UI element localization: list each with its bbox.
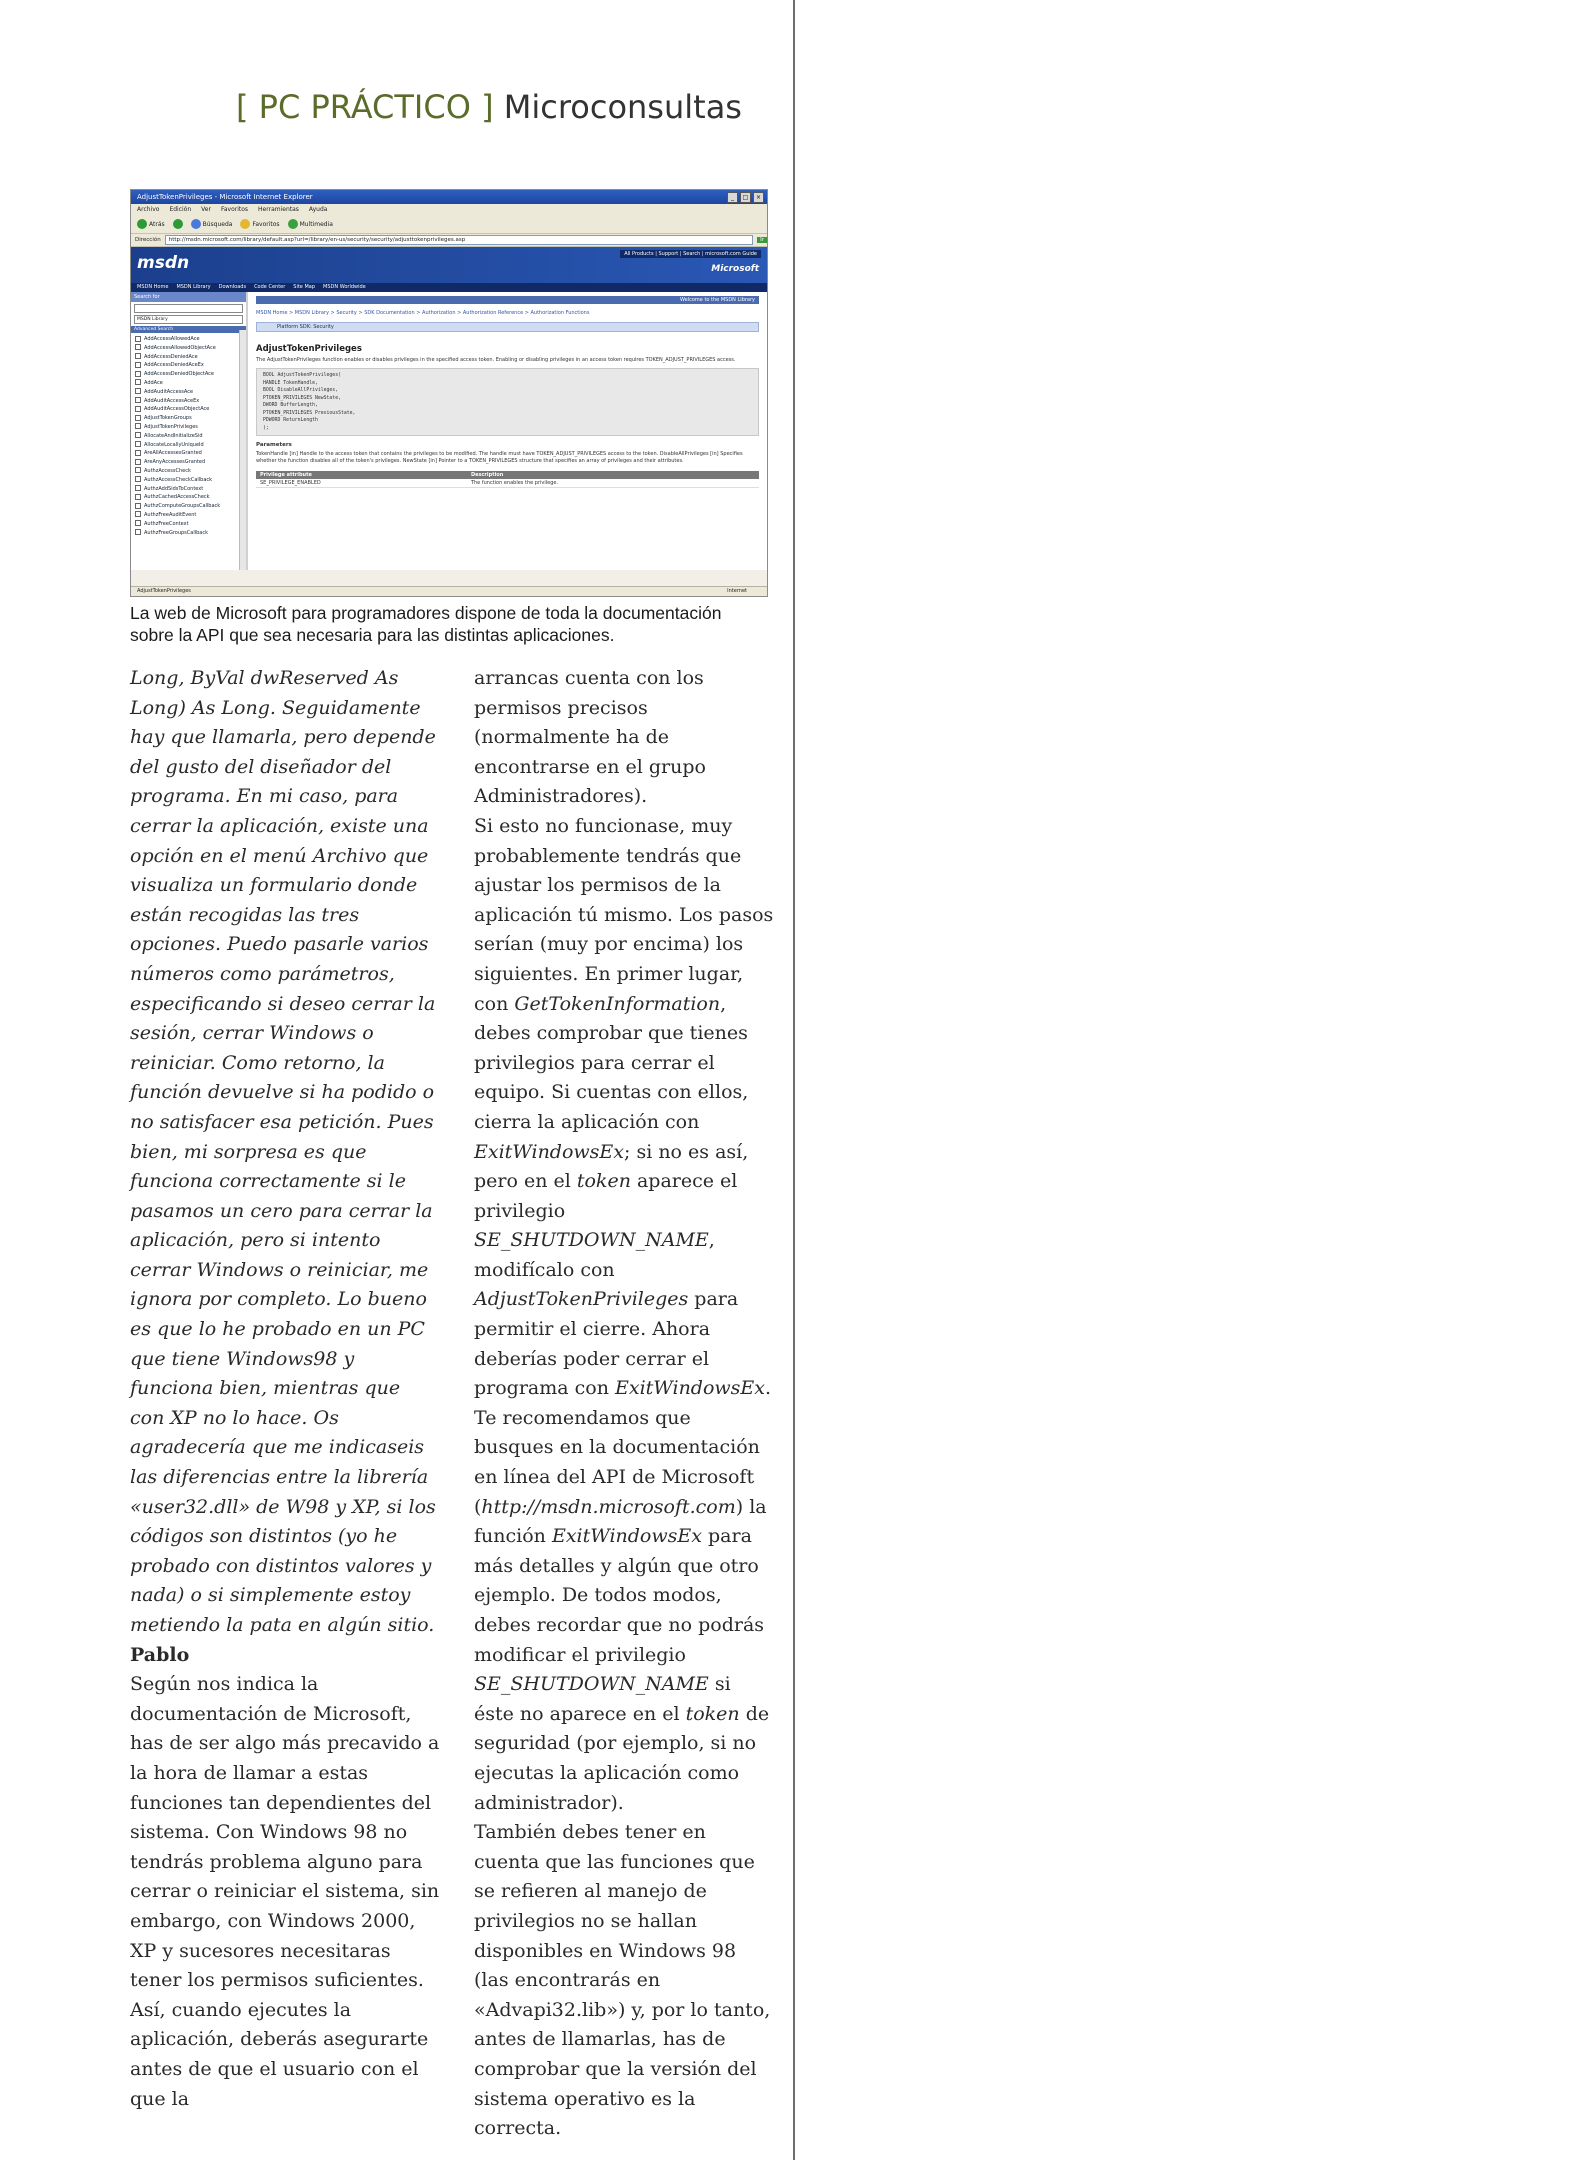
advanced-search-link[interactable]: Advanced Search: [131, 326, 246, 333]
welcome-bar: Welcome to the MSDN Library: [256, 296, 759, 304]
answer-text: Según nos indica la documentación de Microsoft, has de ser algo más precavido a la hora de llamar a estas funciones tan dependientes del sistema. Con Windows 98 no tendrás problema alguno para cerrar o reiniciar el sistema, sin embargo, con Windows 2000, XP y sucesores necesitaras tener los permisos suficientes. Así, cuando ejecutes la aplicación, deberás asegurarte antes de que el usuario con el que la: [130, 1673, 440, 2110]
figure-caption: La web de Microsoft para programadores dispone de toda la documentación sobre la API que sea necesaria para las distintas aplicaciones.: [130, 603, 722, 645]
media-icon: [288, 219, 298, 229]
answer-paragraph: Si esto no funcionase, muy probablemente tendrás que ajustar los permisos de la aplicación tú mismo. Los pasos serían (muy por encima) los siguientes. En primer lugar, con GetTokenInformation, debes comprobar que tienes privilegios para cerrar el equipo. Si cuentas con ellos, cierra la aplicación con ExitWindowsEx; si no es así, pero en el token aparece el privilegio SE_SHUTDOWN_NAME, modifícalo con AdjustTokenPrivileges para permitir el cierre. Ahora deberías poder cerrar el programa con ExitWindowsEx.: [474, 814, 774, 1400]
code-block: [256, 368, 759, 436]
answer-paragraph: Te recomendamos que busques en la documentación en línea del API de Microsoft (http://msdn.microsoft.com) la función ExitWindowsEx para más detalles y algún que otro ejemplo. De todos modos, debes recordar que no podrás modificar el privilegio SE_SHUTDOWN_NAME si éste no aparece en el token de seguridad (por ejemplo, si no ejecutas la aplicación como administrador).: [474, 1406, 770, 1814]
menu-item[interactable]: Herramientas: [258, 206, 299, 213]
forward-arrow-icon[interactable]: [173, 219, 183, 229]
browser-toolbar: [131, 215, 767, 234]
sidebar-item[interactable]: AddAccessDeniedObjectAce: [135, 370, 246, 379]
code-line: PDWORD ReturnLength: [263, 418, 318, 423]
menu-item[interactable]: Ver: [201, 206, 211, 213]
close-icon[interactable]: ×: [753, 192, 764, 203]
column-left: [130, 664, 440, 2114]
sidebar-item[interactable]: AdjustTokenGroups: [135, 414, 246, 423]
code-line: );: [263, 425, 269, 431]
section-label: [ PC PRÁCTICO ]: [236, 88, 494, 126]
sidebar-item[interactable]: AddAuditAccessAce: [135, 388, 246, 397]
sidebar-item[interactable]: AddAccessDeniedAce: [135, 353, 246, 362]
search-button[interactable]: Búsqueda: [191, 219, 233, 229]
nav-link[interactable]: Code Center: [254, 284, 286, 290]
code-line: BOOL DisableAllPrivileges,: [263, 388, 339, 393]
browser-status-bar: [131, 586, 767, 596]
address-bar: [131, 234, 767, 247]
answer-paragraph: También debes tener en cuenta que las funciones que se refieren al manejo de privilegios no se hallan disponibles en Windows 98 (las encontrarás en «Advapi32.lib») y, por lo tanto, antes de llamarlas, has de comprobar que la versión del sistema operativo es la correcta.: [474, 1821, 771, 2140]
table-cell: The function enables the privilege.: [467, 479, 759, 488]
browser-menu-bar: [131, 204, 767, 215]
answer-paragraph: arrancas cuenta con los permisos precisos (normalmente ha de encontrarse en el grupo Administradores).: [474, 667, 706, 808]
menu-item[interactable]: Ayuda: [308, 206, 328, 213]
sidebar-item[interactable]: AuthzFreeGroupsCallback: [135, 529, 246, 538]
search-icon: [191, 219, 201, 229]
table-cell: SE_PRIVILEGE_ENABLED: [256, 479, 467, 488]
msdn-nav: [131, 283, 767, 292]
sidebar-item[interactable]: AreAnyAccessesGranted: [135, 458, 246, 467]
breadcrumb[interactable]: MSDN Home > MSDN Library > Security > SDK Documentation > Authorization > Authorization Reference > Authorization Functions: [256, 310, 590, 316]
sidebar-scrollbar[interactable]: [239, 330, 246, 570]
browser-title: AdjustTokenPrivileges - Microsoft Internet Explorer: [137, 193, 313, 201]
sidebar-item[interactable]: AuthzFreeAuditEvent: [135, 511, 246, 520]
msdn-screenshot: [130, 189, 768, 597]
favorites-button[interactable]: Favoritos: [240, 219, 279, 229]
microsoft-logo[interactable]: Microsoft: [711, 264, 759, 274]
code-line: BOOL AdjustTokenPrivileges(: [263, 373, 341, 378]
minimize-icon[interactable]: _: [727, 192, 738, 203]
function-title: AdjustTokenPrivileges: [256, 344, 362, 354]
code-line: PTOKEN_PRIVILEGES PreviousState,: [263, 410, 356, 416]
top-links[interactable]: All Products | Support | Search | microsoft.com Guide: [620, 250, 761, 258]
table-header: Privilege attribute: [256, 471, 467, 479]
nav-link[interactable]: MSDN Worldwide: [323, 284, 366, 290]
library-select[interactable]: MSDN Library: [134, 315, 243, 324]
search-input[interactable]: [134, 304, 243, 313]
page-header: [236, 88, 742, 126]
code-line: DWORD BufferLength,: [263, 403, 318, 408]
sidebar-item[interactable]: AllocateLocallyUniqueId: [135, 441, 246, 450]
sidebar-item[interactable]: AuthzAccessCheckCallback: [135, 476, 246, 485]
msdn-body: [131, 292, 767, 570]
page-gutter-line: [793, 0, 795, 2160]
zone-text: Internet: [727, 588, 747, 594]
nav-link[interactable]: MSDN Library: [176, 284, 211, 290]
address-label: Dirección: [135, 237, 161, 243]
address-input[interactable]: http://msdn.microsoft.com/library/default.asp?url=/library/en-us/security/security/adjusttokenprivileges.asp: [165, 235, 753, 245]
nav-link[interactable]: Downloads: [218, 284, 247, 290]
nav-link[interactable]: MSDN Home: [137, 284, 169, 290]
parameters-text: TokenHandle [in] Handle to the access token that contains the privileges to be modified. The handle must have TOKEN_ADJUST_PRIVILEGES access to the token. DisableAllPrivileges [in] Specifies whether the function disables all of the token's privileges. NewState [in] Pointer to a TOKEN_PRIVILEGES structure that specifies an array of privileges and their attributes.: [256, 451, 743, 464]
topic-label: Microconsultas: [503, 88, 742, 126]
sidebar-list: [131, 335, 246, 537]
browser-title-bar: [131, 190, 767, 204]
privilege-table: [256, 471, 759, 488]
code-line: PTOKEN_PRIVILEGES NewState,: [263, 395, 341, 401]
platform-bar: Platform SDK: Security: [256, 322, 759, 332]
msdn-logo[interactable]: msdn: [137, 253, 190, 273]
sidebar-item[interactable]: AdjustTokenPrivileges: [135, 423, 246, 432]
menu-item[interactable]: Archivo: [137, 206, 160, 213]
sidebar-item[interactable]: AddAuditAccessObjectAce: [135, 405, 246, 414]
column-right: [474, 664, 774, 2144]
star-icon: [240, 219, 250, 229]
media-button[interactable]: Multimedia: [288, 219, 333, 229]
reader-signature: Pablo: [130, 1643, 190, 1666]
sidebar-item[interactable]: AddAuditAccessAceEx: [135, 397, 246, 406]
parameters-heading: Parameters: [256, 442, 292, 448]
sidebar-item[interactable]: AuthzComputeGroupsCallback: [135, 502, 246, 511]
sidebar-item[interactable]: AllocateAndInitializeSid: [135, 432, 246, 441]
back-arrow-icon: [137, 219, 147, 229]
msdn-banner: [131, 247, 767, 283]
sidebar-item[interactable]: AddAccessAllowedObjectAce: [135, 344, 246, 353]
menu-item[interactable]: Favoritos: [220, 206, 249, 213]
table-header: Description: [467, 471, 759, 479]
nav-link[interactable]: Site Map: [293, 284, 316, 290]
library-sidebar: [131, 292, 248, 570]
menu-item[interactable]: Edición: [169, 206, 192, 213]
code-line: HANDLE TokenHandle,: [263, 380, 318, 386]
sidebar-item[interactable]: AuthzCachedAccessCheck: [135, 493, 246, 502]
sidebar-item[interactable]: AddAccessAllowedAce: [135, 335, 246, 344]
doc-content: [248, 292, 767, 570]
sidebar-item[interactable]: AddAccessDeniedAceEx: [135, 361, 246, 370]
status-text: AdjustTokenPrivileges: [137, 588, 191, 594]
sidebar-item[interactable]: AuthzAddSidsToContext: [135, 485, 246, 494]
maximize-icon[interactable]: □: [740, 192, 751, 203]
search-label: Search for: [131, 292, 246, 302]
back-button[interactable]: Atrás: [137, 219, 165, 229]
sidebar-item[interactable]: AuthzAccessCheck: [135, 467, 246, 476]
go-button[interactable]: Ir: [757, 237, 767, 243]
sidebar-item[interactable]: AuthzFreeContext: [135, 520, 246, 529]
reader-question: Long, ByVal dwReserved As Long) As Long. Seguidamente hay que llamarla, pero depende del gusto del diseñador del programa. En mi caso, para cerrar la aplicación, existe una opción en el menú Archivo que visualiza un formulario donde están recogidas las tres opciones. Puedo pasarle varios números como parámetros, especificando si deseo cerrar la sesión, cerrar Windows o reiniciar. Como retorno, la función devuelve si ha podido o no satisfacer esa petición. Pues bien, mi sorpresa es que funciona correctamente si le pasamos un cero para cerrar la aplicación, pero si intento cerrar Windows o reiniciar, me ignora por completo. Lo bueno es que lo he probado en un PC que tiene Windows98 y funciona bien, mientras que con XP no lo hace. Os agradecería que me indicaseis las diferencias entre la librería «user32.dll» de W98 y XP, si los códigos son distintos (yo he probado con distintos valores y nada) o si simplemente estoy metiendo la pata en algún sitio.: [130, 667, 436, 1636]
sidebar-item[interactable]: AddAce: [135, 379, 246, 388]
sidebar-item[interactable]: AreAllAccessesGranted: [135, 449, 246, 458]
function-description: The AdjustTokenPrivileges function enables or disables privileges in the specified access token. Enabling or disabling privileges in an access token requires TOKEN_ADJUST_PRIVILEGES access.: [256, 357, 736, 363]
